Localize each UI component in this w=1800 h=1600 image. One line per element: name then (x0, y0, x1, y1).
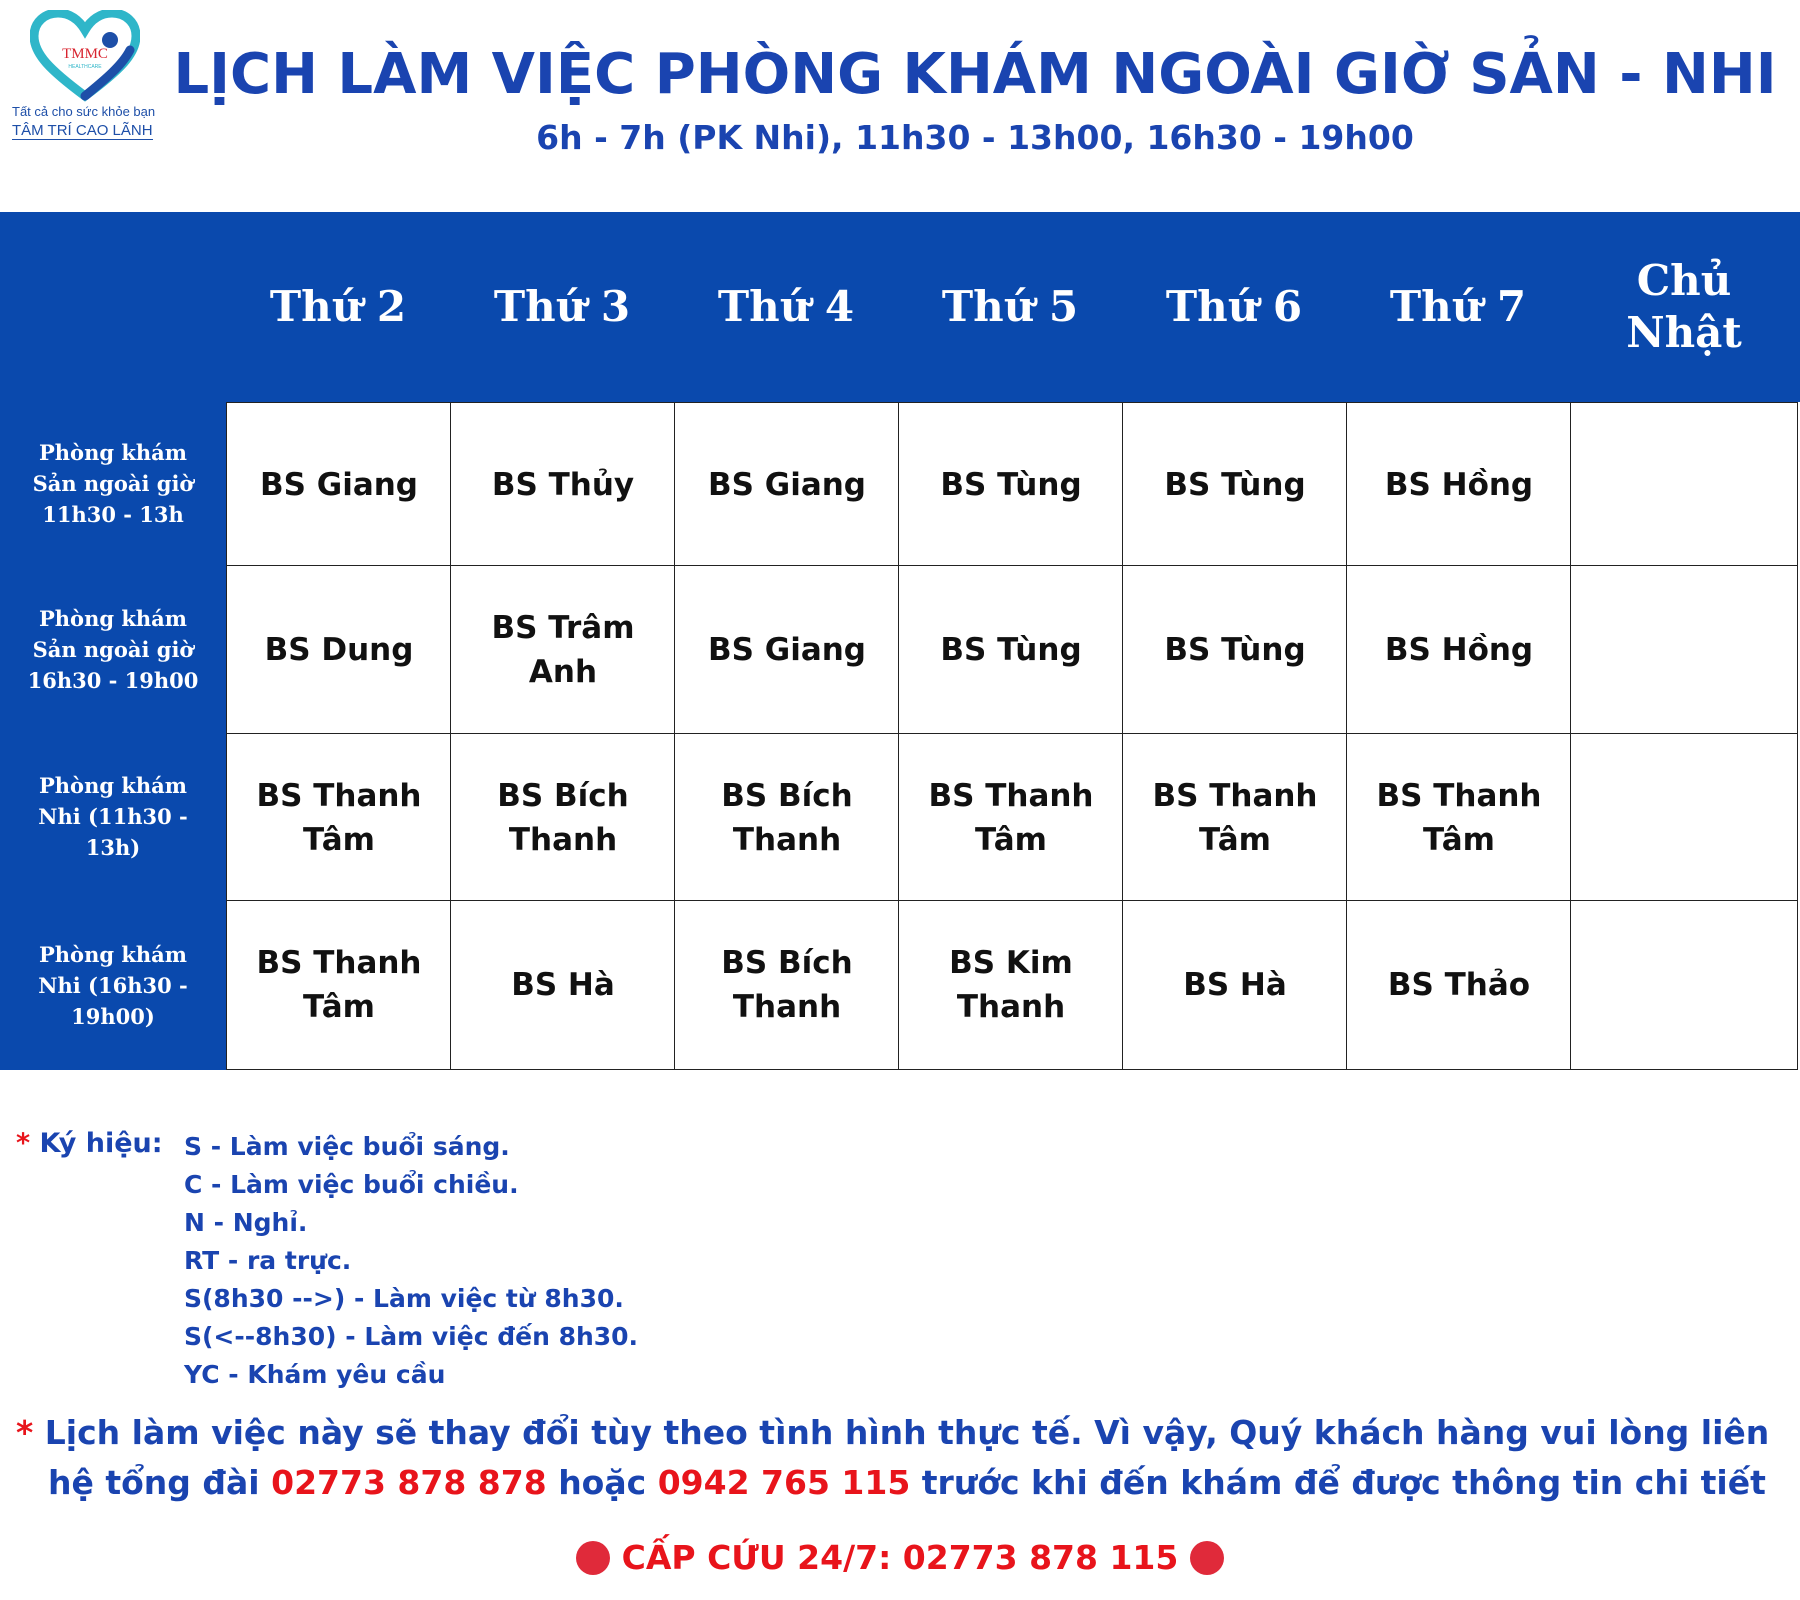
schedule-cell: BS Tùng (1122, 565, 1348, 735)
page-title: LỊCH LÀM VIỆC PHÒNG KHÁM NGOÀI GIỜ SẢN - NHI (173, 42, 1777, 107)
red-dot-icon (1190, 1541, 1224, 1575)
schedule-cell: BS Hà (1122, 900, 1348, 1070)
schedule-cell: BS Giang (226, 402, 452, 567)
schedule-cell: BS Tùng (898, 402, 1124, 567)
schedule-cell: BS Bích Thanh (674, 900, 900, 1070)
schedule-cell: BS Thanh Tâm (226, 900, 452, 1070)
legend-item: RT - ra trực. (184, 1246, 352, 1275)
schedule-cell (1570, 402, 1798, 567)
schedule-change-notice: * Lịch làm việc này sẽ thay đổi tùy theo tình hình thực tế. Vì vậy, Quý khách hàng vui lòng liên hệ tổng đài 02773 878 878 hoặc 0942 765 115 trước khi đến khám để được thông tin chi tiết (16, 1413, 1770, 1502)
schedule-cell: BS Tùng (1122, 402, 1348, 567)
schedule-cell: BS Thanh Tâm (1122, 733, 1348, 902)
logo-tagline: Tất cả cho sức khỏe bạn (12, 104, 156, 119)
legend-item: S - Làm việc buổi sáng. (184, 1132, 510, 1161)
row-label-pediatrics-evening: Phòng khám Nhi (16h30 - 19h00) (0, 900, 226, 1070)
schedule-cell: BS Thanh Tâm (1346, 733, 1572, 902)
legend-item: C - Làm việc buổi chiều. (184, 1170, 519, 1199)
day-header-fri: Thứ 6 (1165, 282, 1303, 331)
page-subtitle: 6h - 7h (PK Nhi), 11h30 - 13h00, 16h30 - 19h00 (536, 118, 1414, 157)
schedule-cell: BS Bích Thanh (450, 733, 676, 902)
schedule-cell: BS Hồng (1346, 565, 1572, 735)
red-dot-icon (576, 1541, 610, 1575)
day-header-mon: Thứ 2 (269, 282, 407, 331)
schedule-cell: BS Thảo (1346, 900, 1572, 1070)
logo-brand: TÂM TRÍ CAO LÃNH (12, 122, 153, 139)
svg-text:HEALTHCARE: HEALTHCARE (68, 64, 102, 70)
day-header-wed: Thứ 4 (717, 282, 855, 331)
emergency-text[interactable]: CẤP CỨU 24/7: 02773 878 115 (621, 1538, 1179, 1577)
day-header-thu: Thứ 5 (941, 282, 1079, 331)
day-header-tue: Thứ 3 (493, 282, 631, 331)
schedule-cell: BS Dung (226, 565, 452, 735)
schedule-cell (1570, 565, 1798, 735)
schedule-cell: BS Giang (674, 565, 900, 735)
schedule-cell: BS Giang (674, 402, 900, 567)
row-label-obstetrics-evening: Phòng khám Sản ngoài giờ 16h30 - 19h00 (0, 565, 226, 733)
schedule-cell (1570, 733, 1798, 902)
day-header-sat: Thứ 7 (1389, 282, 1527, 331)
emergency-line (0, 1538, 1800, 1577)
row-label-obstetrics-noon: Phòng khám Sản ngoài giờ 11h30 - 13h (0, 402, 226, 565)
mobile-number[interactable]: 0942 765 115 (657, 1463, 911, 1502)
legend-item: S(8h30 -->) - Làm việc từ 8h30. (184, 1284, 624, 1313)
schedule-cell: BS Hồng (1346, 402, 1572, 567)
row-label-pediatrics-noon: Phòng khám Nhi (11h30 - 13h) (0, 733, 226, 900)
legend-item: N - Nghỉ. (184, 1208, 308, 1237)
schedule-cell: BS Thanh Tâm (898, 733, 1124, 902)
legend-list (184, 1128, 638, 1394)
legend-item: YC - Khám yêu cầu (184, 1360, 446, 1389)
day-header-band (0, 212, 1800, 402)
schedule-cell: BS Tùng (898, 565, 1124, 735)
legend-item: S(<--8h30) - Làm việc đến 8h30. (184, 1322, 639, 1351)
schedule-cell: BS Bích Thanh (674, 733, 900, 902)
schedule-cell: BS Trâm Anh (450, 565, 676, 735)
schedule-cell: BS Kim Thanh (898, 900, 1124, 1070)
schedule-cell: BS Thủy (450, 402, 676, 567)
schedule-cell: BS Hà (450, 900, 676, 1070)
hotline-number[interactable]: 02773 878 878 (271, 1463, 547, 1502)
schedule-cell (1570, 900, 1798, 1070)
svg-text:TMMC: TMMC (62, 46, 108, 62)
legend-heading: * Ký hiệu: (16, 1128, 163, 1159)
schedule-cell: BS Thanh Tâm (226, 733, 452, 902)
day-header-sun: Chủ Nhật (1626, 256, 1742, 357)
schedule-grid (226, 402, 1798, 1067)
